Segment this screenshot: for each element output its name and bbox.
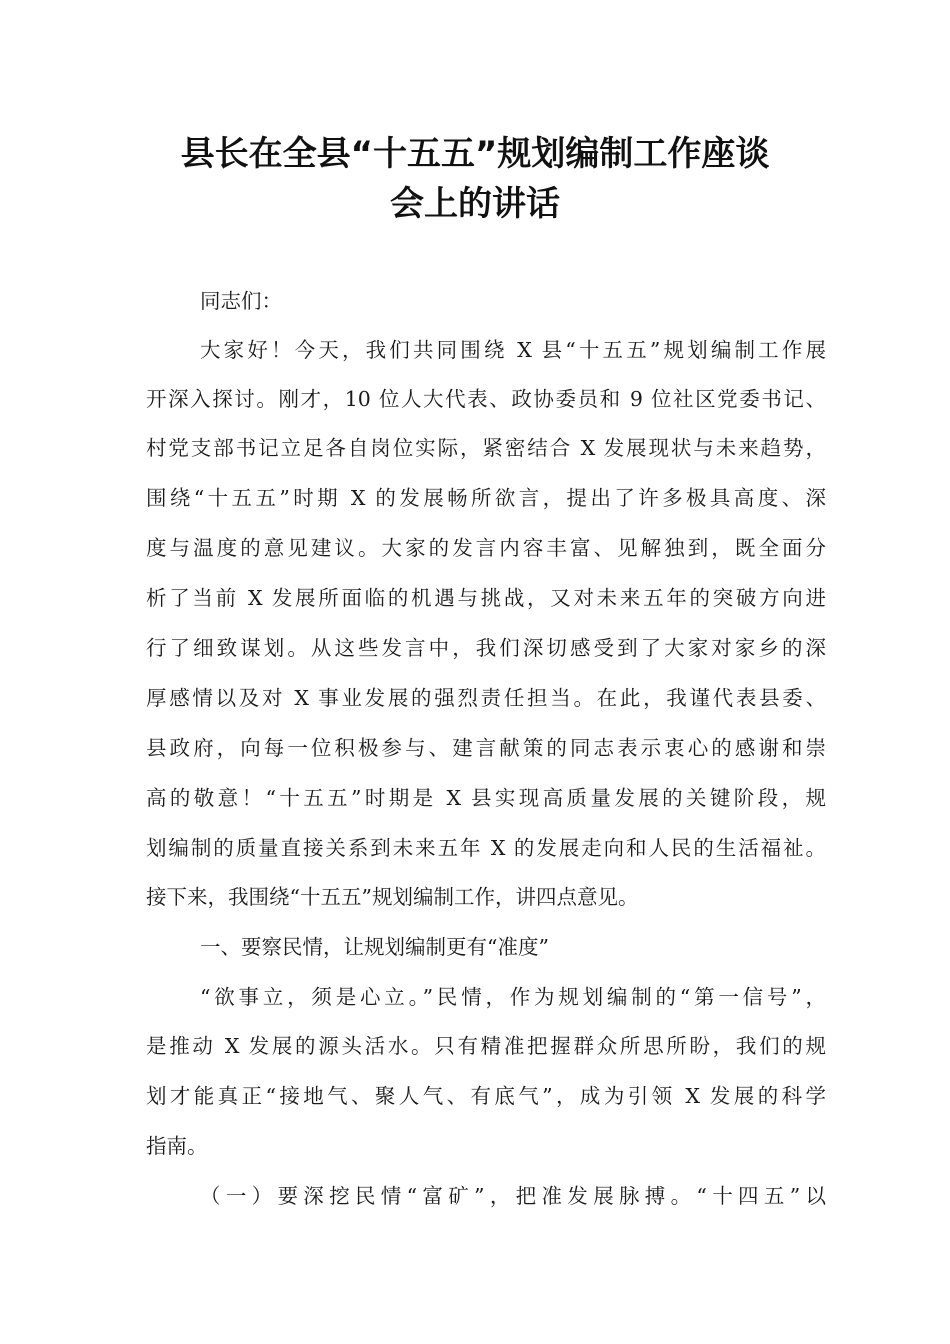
body-text-line: 县政府，向每一位积极参与、建言献策的同志表示衷心的感谢和崇: [146, 736, 826, 760]
body-text-line: “欲事立，须是心立。”民情，作为规划编制的“第一信号”，: [200, 985, 826, 1009]
body-text-line: 析了当前 X 发展所面临的机遇与挑战，又对未来五年的突破方向进: [146, 586, 826, 610]
body-text-line: 厚感情以及对 X 事业发展的强烈责任担当。在此，我谨代表县委、: [146, 686, 826, 710]
body-text-line: 度与温度的意见建议。大家的发言内容丰富、见解独到，既全面分: [146, 536, 826, 560]
body-text-line: 指南。: [146, 1134, 208, 1158]
document-title-line-2: 会上的讲话: [390, 184, 560, 224]
body-text-line: 开深入探讨。刚才，10 位人大代表、政协委员和 9 位社区党委书记、: [146, 387, 826, 411]
body-text-line: 高的敬意！“十五五”时期是 X 县实现高质量发展的关键阶段，规: [146, 786, 826, 810]
body-text-line: 村党支部书记立足各自岗位实际，紧密结合 X 发展现状与未来趋势，: [146, 436, 826, 460]
body-text-line: 划才能真正“接地气、聚人气、有底气”，成为引领 X 发展的科学: [146, 1084, 826, 1108]
body-text-line: 围绕“十五五”时期 X 的发展畅所欲言，提出了许多极具高度、深: [146, 486, 826, 510]
body-text-line: 划编制的质量直接关系到未来五年 X 的发展走向和人民的生活福祉。: [146, 836, 826, 860]
body-text-line: 接下来，我围绕“十五五”规划编制工作，讲四点意见。: [146, 885, 639, 909]
body-text-line: 一、要察民情，让规划编制更有“准度”: [200, 935, 549, 959]
body-text-line: （一）要深挖民情“富矿”，把准发展脉搏。“十四五”以: [200, 1184, 826, 1208]
body-text-line: 同志们：: [200, 289, 282, 313]
body-text-line: 大家好！今天，我们共同围绕 X 县“十五五”规划编制工作展: [200, 338, 826, 362]
document-title-line-1: 县长在全县“十五五”规划编制工作座谈: [180, 134, 770, 174]
body-text-line: 是推动 X 发展的源头活水。只有精准把握群众所思所盼，我们的规: [146, 1034, 826, 1058]
body-text-line: 行了细致谋划。从这些发言中，我们深切感受到了大家对家乡的深: [146, 636, 826, 660]
